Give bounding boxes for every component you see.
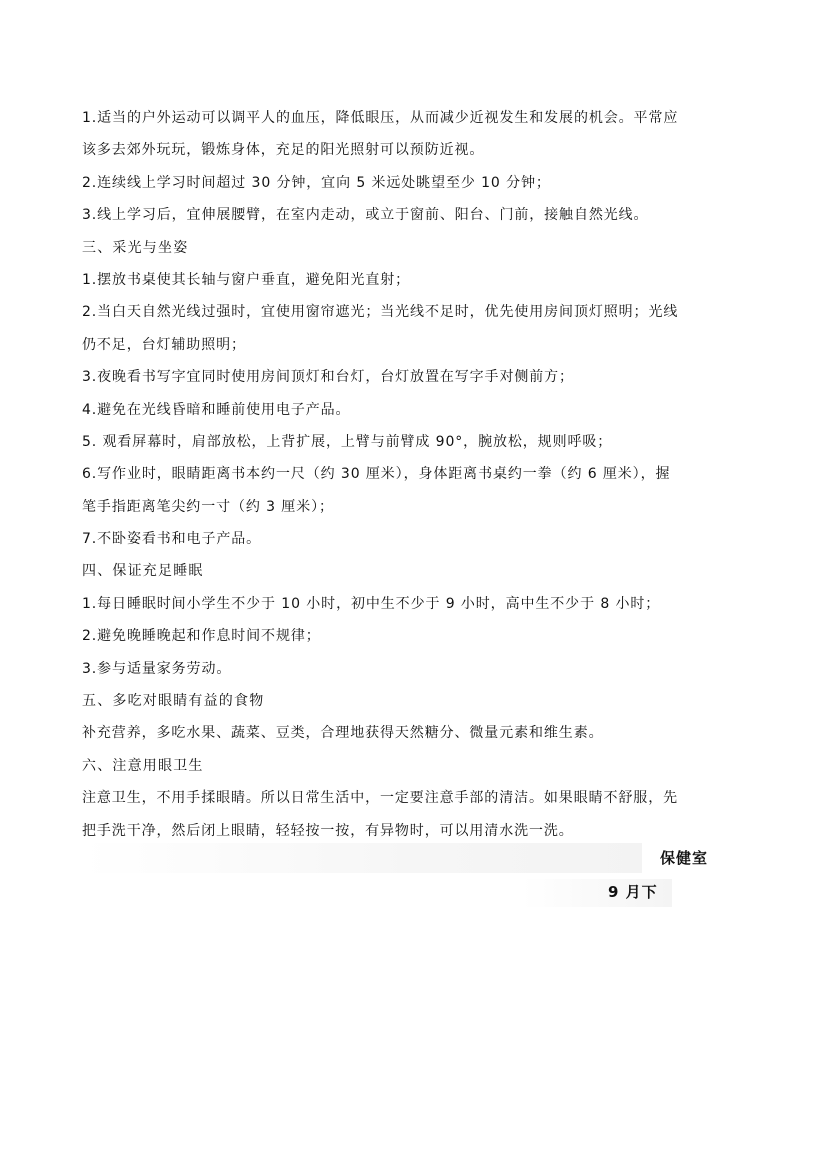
paragraph-line: 1.每日睡眠时间小学生不少于 10 小时，初中生不少于 9 小时，高中生不少于 8 小时；: [82, 595, 661, 612]
paragraph-line: 2.避免晚睡晚起和作息时间不规律；: [82, 628, 321, 645]
paragraph-line: 该多去郊外玩玩，锻炼身体，充足的阳光照射可以预防近视。: [82, 142, 485, 159]
section-heading: 三、采光与坐姿: [82, 239, 189, 256]
signature-block: [82, 843, 822, 913]
paragraph-line: 注意卫生，不用手揉眼睛。所以日常生活中，一定要注意手部的清洁。如果眼睛不舒服，先: [82, 790, 678, 807]
signature-org: 保健室: [660, 849, 709, 867]
paragraph-line: 2.当白天自然光线过强时，宜使用窗帘遮光；当光线不足时，优先使用房间顶灯照明；光线: [82, 304, 679, 321]
paragraph-line: 5. 观看屏幕时，肩部放松，上背扩展，上臂与前臂成 90°，腕放松，规则呼吸；: [82, 433, 613, 450]
paragraph-line: 补充营养，多吃水果、蔬菜、豆类，合理地获得天然糖分、微量元素和维生素。: [82, 725, 604, 742]
paragraph-line: 1.适当的户外运动可以调平人的血压，降低眼压，从而减少近视发生和发展的机会。平常应: [82, 110, 679, 126]
paragraph-line: 笔手指距离笔尖约一寸（约 3 厘米）；: [82, 498, 334, 515]
paragraph-line: 4.避免在光线昏暗和睡前使用电子产品。: [82, 401, 351, 418]
signature-date: 9 月下: [608, 883, 658, 901]
document-body: [82, 102, 822, 847]
paragraph-line: 7.不卧姿看书和电子产品。: [82, 531, 262, 548]
section-heading: 四、保证充足睡眠: [82, 563, 204, 580]
paragraph-line: 3.参与适量家务劳动。: [82, 660, 232, 677]
paragraph-line: 仍不足，台灯辅助照明；: [82, 336, 246, 353]
paragraph-line: 1.摆放书桌使其长轴与窗户垂直，避免阳光直射；: [82, 271, 411, 288]
section-heading: 五、多吃对眼睛有益的食物: [82, 693, 265, 710]
paragraph-line: 2.连续线上学习时间超过 30 分钟，宜向 5 米远处眺望至少 10 分钟；: [82, 174, 551, 191]
section-heading: 六、注意用眼卫生: [82, 757, 204, 774]
paragraph-line: 3.夜晚看书写字宜同时使用房间顶灯和台灯，台灯放置在写字手对侧前方；: [82, 369, 574, 386]
paragraph-line: 3.线上学习后，宜伸展腰臂，在室内走动，或立于窗前、阳台、门前，接触自然光线。: [82, 207, 649, 224]
paragraph-line: 把手洗干净，然后闭上眼睛，轻轻按一按，有异物时，可以用清水洗一洗。: [82, 822, 574, 839]
paragraph-line: 6.写作业时，眼睛距离书本约一尺（约 30 厘米），身体距离书桌约一拳（约 6 厘米），握: [82, 466, 671, 483]
signature-shade: [82, 843, 642, 873]
